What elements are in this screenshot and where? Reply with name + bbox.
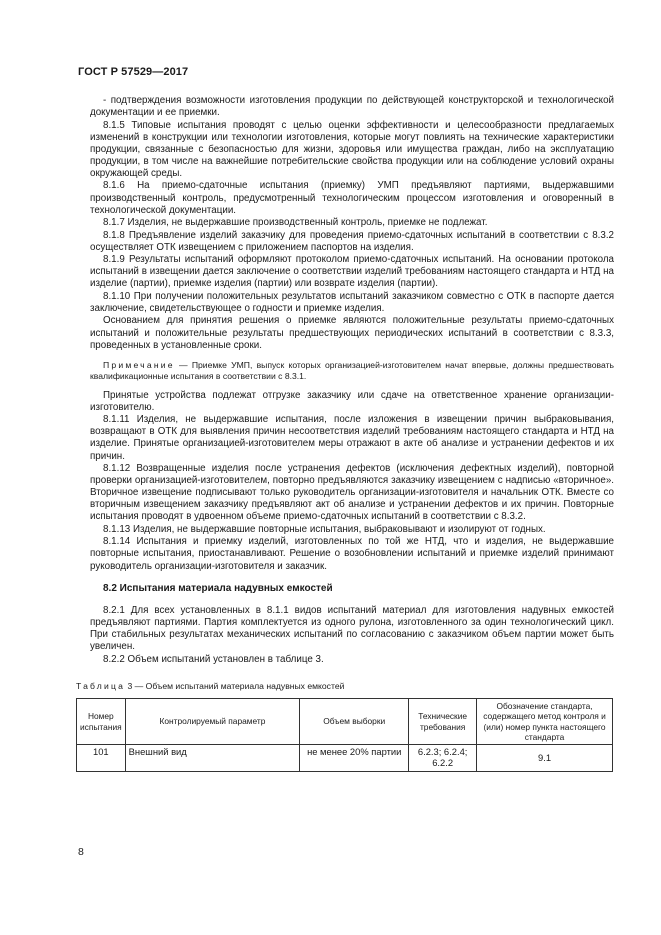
table-caption-text: 3 — Объем испытаний материала надувных емкостей <box>125 680 345 691</box>
table-header-cell: Номер испытания <box>77 698 126 745</box>
paragraph: - подтверждения возможности изготовления продукции по действующей конструкторской и технологической документации и ее приемки. <box>90 95 614 119</box>
paragraph: 8.1.11 Изделия, не выдержавшие испытания, после изложения в извещении причин выбраковывания, возвращают в ОТК для выявления причин несоответствия изделий требованиям настоящего стандарта и НТД на изделие. Принятые организацией-изготовителем меры отражают в акте об анализе и устранении дефектов и их причин. <box>90 414 614 462</box>
note <box>90 360 614 382</box>
table-header-cell: Контролируемый параметр <box>125 698 300 745</box>
paragraph: 8.1.7 Изделия, не выдержавшие производственный контроль, приемке не подлежат. <box>103 217 488 229</box>
body-text <box>76 95 614 772</box>
table-caption <box>76 680 614 692</box>
paragraph: 8.1.6 На приемо-сдаточные испытания (приемку) УМП предъявляют партиями, выдержавшими производственный контроль, предусмотренный технологическим процессом изготовления и оговоренный в технологической документации. <box>90 180 614 216</box>
table-caption-label: Таблица <box>76 680 126 691</box>
paragraph: 8.1.5 Типовые испытания проводят с целью оценки эффективности и целесообразности предлагаемых изменений в конструкции или технологии изготовления, которые могут повлиять на технические характеристики продукции, связанные с безопасностью для жизни, здоровья или имущества граждан, либо на эксплуатацию продукции, в том числе на важнейшие потребительские свойства продукции или на соблюдение условий охраны окружающей среды. <box>90 119 614 179</box>
paragraph: 8.1.13 Изделия, не выдержавшие повторные испытания, выбраковывают и изолируют от годных. <box>103 523 546 535</box>
table-header-cell: Обозначение стандарта, содержащего метод контроля и (или) номер пункта настоящего стандарта <box>477 698 613 745</box>
paragraph: 8.1.12 Возвращенные изделия после устранения дефектов (исключения дефектных изделий), повторной проверки организацией-изготовителем, повторно предъявляются заказчику извещением с надписью «вторичное». Вторичное извещение подписывают только руководитель организации-изготовителя и начальник ОТК. Вместе со вторичным извещением заказчику предъявляют акт об анализе и устранении дефектов и их причин. Повторные испытания проводят в удвоенном объеме приемо-сдаточных испытаний в соответствии с 8.3.2. <box>90 463 614 523</box>
tests-table <box>76 698 613 773</box>
table-header-row <box>77 698 613 745</box>
table-cell: 6.2.3; 6.2.4; 6.2.2 <box>409 745 477 772</box>
table-cell: не менее 20% партии <box>300 745 409 772</box>
note-label: Примечание <box>103 359 175 370</box>
paragraph: Принятые устройства подлежат отгрузке заказчику или сдаче на ответственное хранение организации-изготовителю. <box>90 389 614 413</box>
table-cell: Внешний вид <box>125 745 300 772</box>
standard-code-header: ГОСТ Р 57529—2017 <box>78 66 189 78</box>
table-cell: 9.1 <box>477 745 613 772</box>
paragraph: 8.1.9 Результаты испытаний оформляют протоколом приемо-сдаточных испытаний. На основании протокола испытаний в извещении дается заключение о соответствии изделий требованиям настоящего стандарта и НТД на изделие (партии), приемке изделия (партии) или возврате изделия (партии). <box>90 254 614 290</box>
note-text: — Приемке УМП, выпуск которых организацией-изготовителем начат впервые, должны предшествовать квалификационные испытания в соответствии с 8.3.1. <box>90 359 614 381</box>
table-row <box>77 745 613 772</box>
table-cell: 101 <box>77 745 126 772</box>
paragraph: 8.2.1 Для всех установленных в 8.1.1 видов испытаний материал для изготовления надувных емкостей предъявляют партиями. Партия комплектуется из одного рулона, изготовленного за один технологический цикл. При стабильных результатах механических испытаний по согласованию с заказчиком объем партии может быть увеличен. <box>90 604 614 653</box>
table-header-cell: Объем выборки <box>300 698 409 745</box>
table-header-cell: Технические требования <box>409 698 477 745</box>
paragraph: 8.1.10 При получении положительных результатов испытаний заказчиком совместно с ОТК в паспорте дается заключение, свидетельствующее о годности и приемке изделия. <box>90 290 614 314</box>
paragraph: 8.1.14 Испытания и приемку изделий, изготовленных по той же НТД, что и изделия, не выдержавшие повторные испытания, приостанавливают. Решение о возобновлении испытаний и приемке изделий принимают руководитель организации-изготовителя и заказчик. <box>90 536 614 572</box>
paragraph: 8.1.8 Предъявление изделий заказчику для проведения приемо-сдаточных испытаний в соответствии с 8.3.2 осуществляет ОТК извещением с приложением паспортов на изделия. <box>90 229 614 253</box>
paragraph: Основанием для принятия решения о приемке являются положительные результаты приемо-сдаточных испытаний и положительные результаты предшествующих периодических испытаний в соответствии с 8.3.3, проведенных в установленные сроки. <box>90 315 614 351</box>
paragraph: 8.2.2 Объем испытаний установлен в таблице 3. <box>103 653 324 665</box>
section-heading: 8.2 Испытания материала надувных емкостей <box>103 582 333 594</box>
page-number: 8 <box>78 846 84 858</box>
